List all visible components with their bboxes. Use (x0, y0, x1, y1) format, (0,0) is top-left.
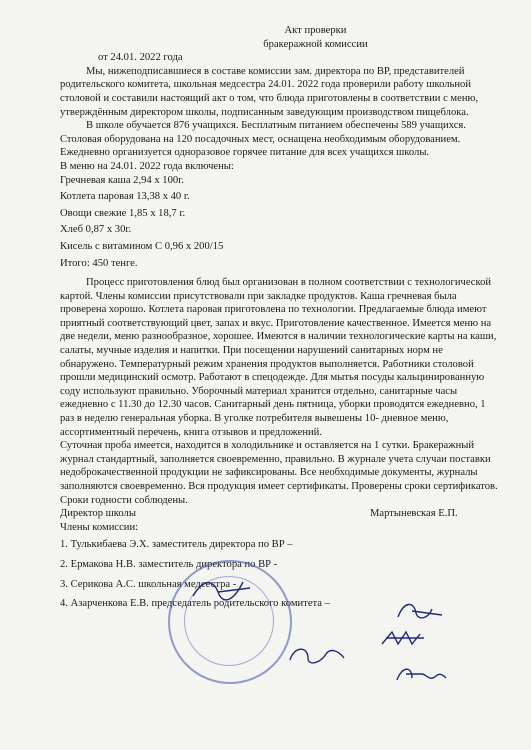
director-name: Мартыневская Е.П. (370, 508, 458, 520)
document-date: от 24.01. 2022 года (98, 52, 183, 64)
menu-item: Хлеб 0,87 х 30г. (60, 224, 132, 236)
sample-paragraph: Суточная проба имеется, находится в холодильнике и оставляется на 1 сутки. Бракеражный журнал стандартный, заполняется своевременно, правильно. В журнале учета случаи поставки недоброкачественной продукции не зафиксированы. Все необходимые документы, журналы заполняются своевременно. Вся продукция имеет сертификаты. Проверены сроки сертификатов. Сроки годности соблюдены. (60, 440, 498, 506)
menu-total: Итого: 450 тенге. (60, 257, 138, 269)
commission-member: 2. Ермакова Н.В. заместитель директора по ВР - (60, 558, 278, 570)
menu-item: Кисель с витамином С 0,96 х 200/15 (60, 240, 224, 252)
director-label: Директор школы (60, 508, 136, 520)
member-2-signature-icon (378, 626, 438, 652)
process-paragraph: Процесс приготовления блюд был организован в полном соответствии с технологической картой. Члены комиссии присутствовали при закладке продуктов. Каша гречневая была проверена хорошо. Котлета паровая приготовлена по технологии. Предлагаемые блюда имеют приятный соответствующий цвет, запах и вкус. Приготовление качественное. Имеется меню на две недели, меню разнообразное, хорошее. Имеются в наличии технологические карты на каши, салаты, мучные изделия и напитки. При посещении нарушений санитарных норм не обнаружено. Температурный режим хранения продуктов выполняется. Работники столовой прошли медицинский осмотр. Работают в спецодежде. Для мытья посуды кальцинированную соду используют правильно. Уборочный материал хранится отдельно, санитарные часы ежедневно с 11.30 до 12.30 часов. Санитарный день пятница, уборки проводятся ежедневно, 1 раз в неделю генеральная уборка. В уголке потребителя вывешены 10- дневное меню, ассортиментный перечень, книга отзывов и предложений. (60, 277, 497, 438)
document-title: Акт проверки (284, 25, 347, 36)
members-label: Члены комиссии: (60, 521, 139, 533)
member-4-signature-icon (392, 662, 452, 688)
commission-member: 3. Серикова А.С. школьная медсестра - (60, 578, 237, 590)
document-subtitle: бракеражной комиссии (263, 38, 368, 50)
menu-heading: В меню на 24.01. 2022 года включены: (60, 160, 234, 172)
menu-item: Гречневая каша 2,94 х 100г. (60, 174, 184, 186)
menu-item: Овощи свежие 1,85 х 18,7 г. (60, 207, 186, 219)
member-3-signature-icon (284, 640, 354, 670)
menu-item: Котлета паровая 13,38 х 40 г. (60, 191, 190, 203)
director-signature-row (60, 507, 501, 521)
commission-member: 1. Тулькибаева Э.Х. заместитель директора по ВР – (60, 539, 293, 551)
stats-paragraph: В школе обучается 876 учащихся. Бесплатным питанием обеспечены 589 учащихся. Столовая оборудована на 120 посадочных мест, оснащена необходимым оборудованием. Ежедневно организуется одноразовое горячее питание для всех учащихся школы. (60, 120, 466, 159)
intro-paragraph: Мы, нижеподписавшиеся в составе комиссии зам. директора по ВР, представителей родительского комитета, школьная медсестра 24.01. 2022 года проверили работу школьной столовой и составили настоящий акт о том, что блюда приготовлены в соответствии с меню, утверждённым директором школы, подписанным заведующим производством пищеблока. (60, 65, 479, 118)
menu-list (60, 174, 501, 254)
commission-member: 4. Азарченкова Е.В. председатель родительского комитета – (60, 598, 330, 610)
